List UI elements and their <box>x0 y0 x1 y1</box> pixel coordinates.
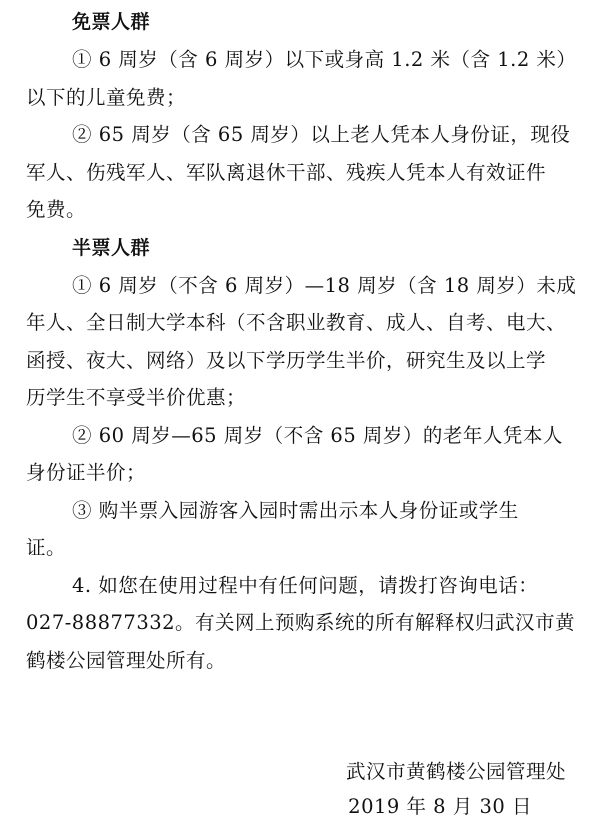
free-item-1-line-2: 以下的儿童免费； <box>26 86 187 109</box>
signature-organization: 武汉市黄鹤楼公园管理处 <box>345 760 566 783</box>
half-item-2-line-1: ② 60 周岁—65 周岁（不含 65 周岁）的老年人凭本人 <box>72 424 563 447</box>
free-item-2-line-1: ② 65 周岁（含 65 周岁）以上老人凭本人身份证，现役 <box>72 123 571 146</box>
signature-date: 2019 年 8 月 30 日 <box>348 795 532 818</box>
half-item-1-line-3: 函授、夜大、网络）及以下学历学生半价，研究生及以上学 <box>26 349 547 372</box>
contact-line-2: 027-88877332。有关网上预购系统的所有解释权归武汉市黄 <box>26 611 576 634</box>
half-item-1-line-1: ① 6 周岁（不含 6 周岁）—18 周岁（含 18 周岁）未成 <box>72 274 577 297</box>
free-item-2-line-3: 免费。 <box>26 198 87 221</box>
contact-line-3: 鹤楼公园管理处所有。 <box>26 649 227 672</box>
half-group-heading: 半票人群 <box>72 237 151 259</box>
free-group-heading: 免票人群 <box>72 11 151 33</box>
half-item-1-line-2: 年人、全日制大学本科（不含职业教育、成人、自考、电大、 <box>26 311 567 334</box>
contact-line-1: 4. 如您在使用过程中有任何问题，请拨打咨询电话： <box>72 574 539 597</box>
half-item-3-line-2: 证。 <box>26 536 67 559</box>
half-item-2-line-2: 身份证半价； <box>26 461 147 484</box>
half-item-1-line-4: 历学生不享受半价优惠； <box>26 386 247 409</box>
half-item-3-line-1: ③ 购半票入园游客入园时需出示本人身份证或学生 <box>72 499 519 522</box>
free-item-1-line-1: ① 6 周岁（含 6 周岁）以下或身高 1.2 米（含 1.2 米） <box>72 48 577 71</box>
free-item-2-line-2: 军人、伤残军人、军队离退休干部、残疾人凭本人有效证件 <box>26 161 547 184</box>
